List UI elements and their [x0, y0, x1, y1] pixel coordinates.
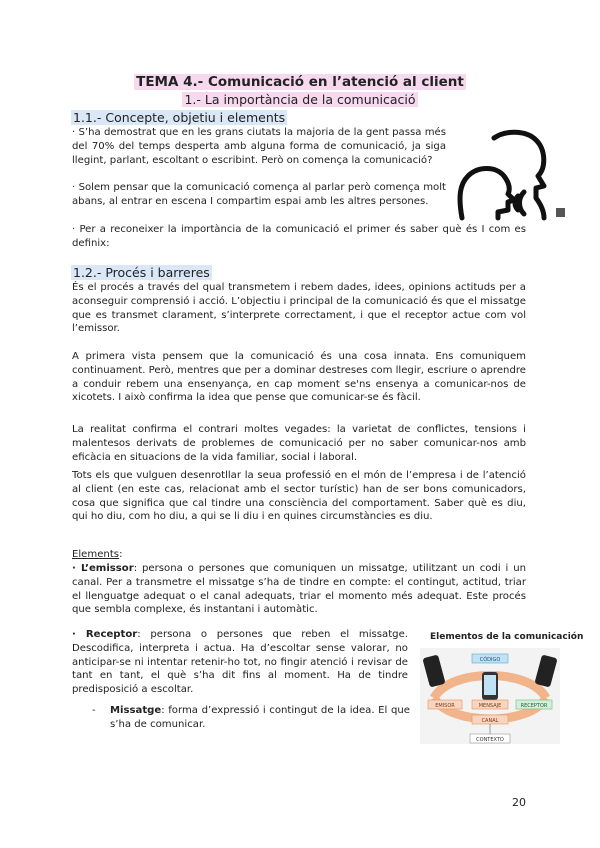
- elements-label: Elements: [72, 549, 120, 560]
- paragraph-1-1-b: · Solem pensar que la comunicació comença al parlar però comença molt abans, al entrar en escena I compartim espai amb les altres persones.: [72, 182, 446, 207]
- paragraph-1-2-a: És el procés a través del qual transmetem i rebem dades, idees, opinions actituds per a aconseguir comprensió i acció. L’objectiu i principal de la comunicació és que el missatge que es transmet clarament, s’interprete correctament, i que el receptor actue com vol l’emissor.: [72, 282, 526, 335]
- heading-1-1: 1.1.- Concepte, objetiu i elements: [73, 110, 286, 125]
- paragraph-1-2-b: A primera vista pensem que la comunicació és una cosa innata. Ens comuniquem continuament. Però, mentres que per a dominar destreses com llegir, escriure o aprendre a conduir rebem una ensenyança, en cap moment se'ns ensenya a comunicar-nos de xicotets. I això confirma la idea que pense que comunicar-se és fàcil.: [72, 351, 526, 404]
- emissor-term: · L’emissor: [72, 563, 134, 574]
- label-emisor: EMISOR: [435, 703, 455, 709]
- label-codigo: CÓDIGO: [479, 657, 501, 663]
- label-contexto: CONTEXTO: [476, 737, 504, 743]
- paragraph-1-2-d: Tots els que vulguen desenrotllar la seua professió en el món de l’empresa i de l’atenció al client (en este cas, relacionat amb el sector turístic) han de ser bons comunicadors, cosa que significa que cal tindre una consciència del comportament. Saber què es diu, qui ho diu, com ho diu, a qui se li diu i en quines circumstàncies es diu.: [72, 470, 526, 523]
- talking-heads-icon: [452, 126, 568, 222]
- paragraph-1-1-a: · S’ha demostrat que en les grans ciutats la majoria de la gent passa més del 70% del temps desperta amb alguna forma de comunicació, ja siga llegint, parlant, escoltant o escribint. Però on comença la comunicació?: [72, 127, 446, 166]
- page-number: 20: [512, 796, 526, 809]
- label-mensaje: MENSAJE: [478, 703, 502, 709]
- heading-1-2: 1.2.- Procés i barreres: [73, 265, 210, 280]
- missatge-term: Missatge: [110, 705, 162, 716]
- elements-label-line: Elements:: [72, 549, 123, 560]
- label-receptor: RECEPTOR: [520, 703, 548, 709]
- paragraph-1-1-c: · Per a reconeixer la importància de la comunicació el primer és saber què és I com es definix:: [72, 224, 526, 249]
- page-subtitle: 1.- La importància de la comunicació: [184, 92, 416, 107]
- receptor-term: · Receptor: [72, 629, 138, 640]
- paragraph-receptor: · Receptor: persona o persones que reben el missatge. Descodifica, interpreta i actua. Ha d’escoltar sense valorar, no anticipar-se ni intentar retenir-ho tot, no fingir atenció i revisar de tant en tant, el què s’ha dit fins al moment. Ha de tindre predisposició a escoltar.: [72, 629, 408, 696]
- missatge-dash: -: [92, 705, 96, 716]
- paragraph-emissor: · L’emissor: persona o persones que comuniquen un missatge, utilitzant un codi i un canal. Per a transmetre el missatge s’ha de tindre en compte: el contingut, actitud, triar el llenguatge adequat o el canal adequats, triar el momento més adequat. Este procés que sembla complexe, és instantani i automàtic.: [72, 563, 527, 616]
- page-title: TEMA 4.- Comunicació en l’atenció al client: [136, 74, 464, 90]
- label-canal: CANAL: [481, 718, 499, 724]
- paragraph-1-2-c: La realitat confirma el contrari moltes vegades: la varietat de conflictes, tensions i malentesos derivats de problemes de comunicació per no saber comunicar-nos amb eficàcia en situacions de la vida familiar, social i laboral.: [72, 424, 526, 463]
- paragraph-missatge: Missatge: forma d’expressió i contingut de la idea. El que s’ha de comunicar.: [110, 705, 410, 730]
- communication-diagram: [420, 648, 560, 748]
- figure-title: Elementos de la comunicación: [430, 632, 584, 642]
